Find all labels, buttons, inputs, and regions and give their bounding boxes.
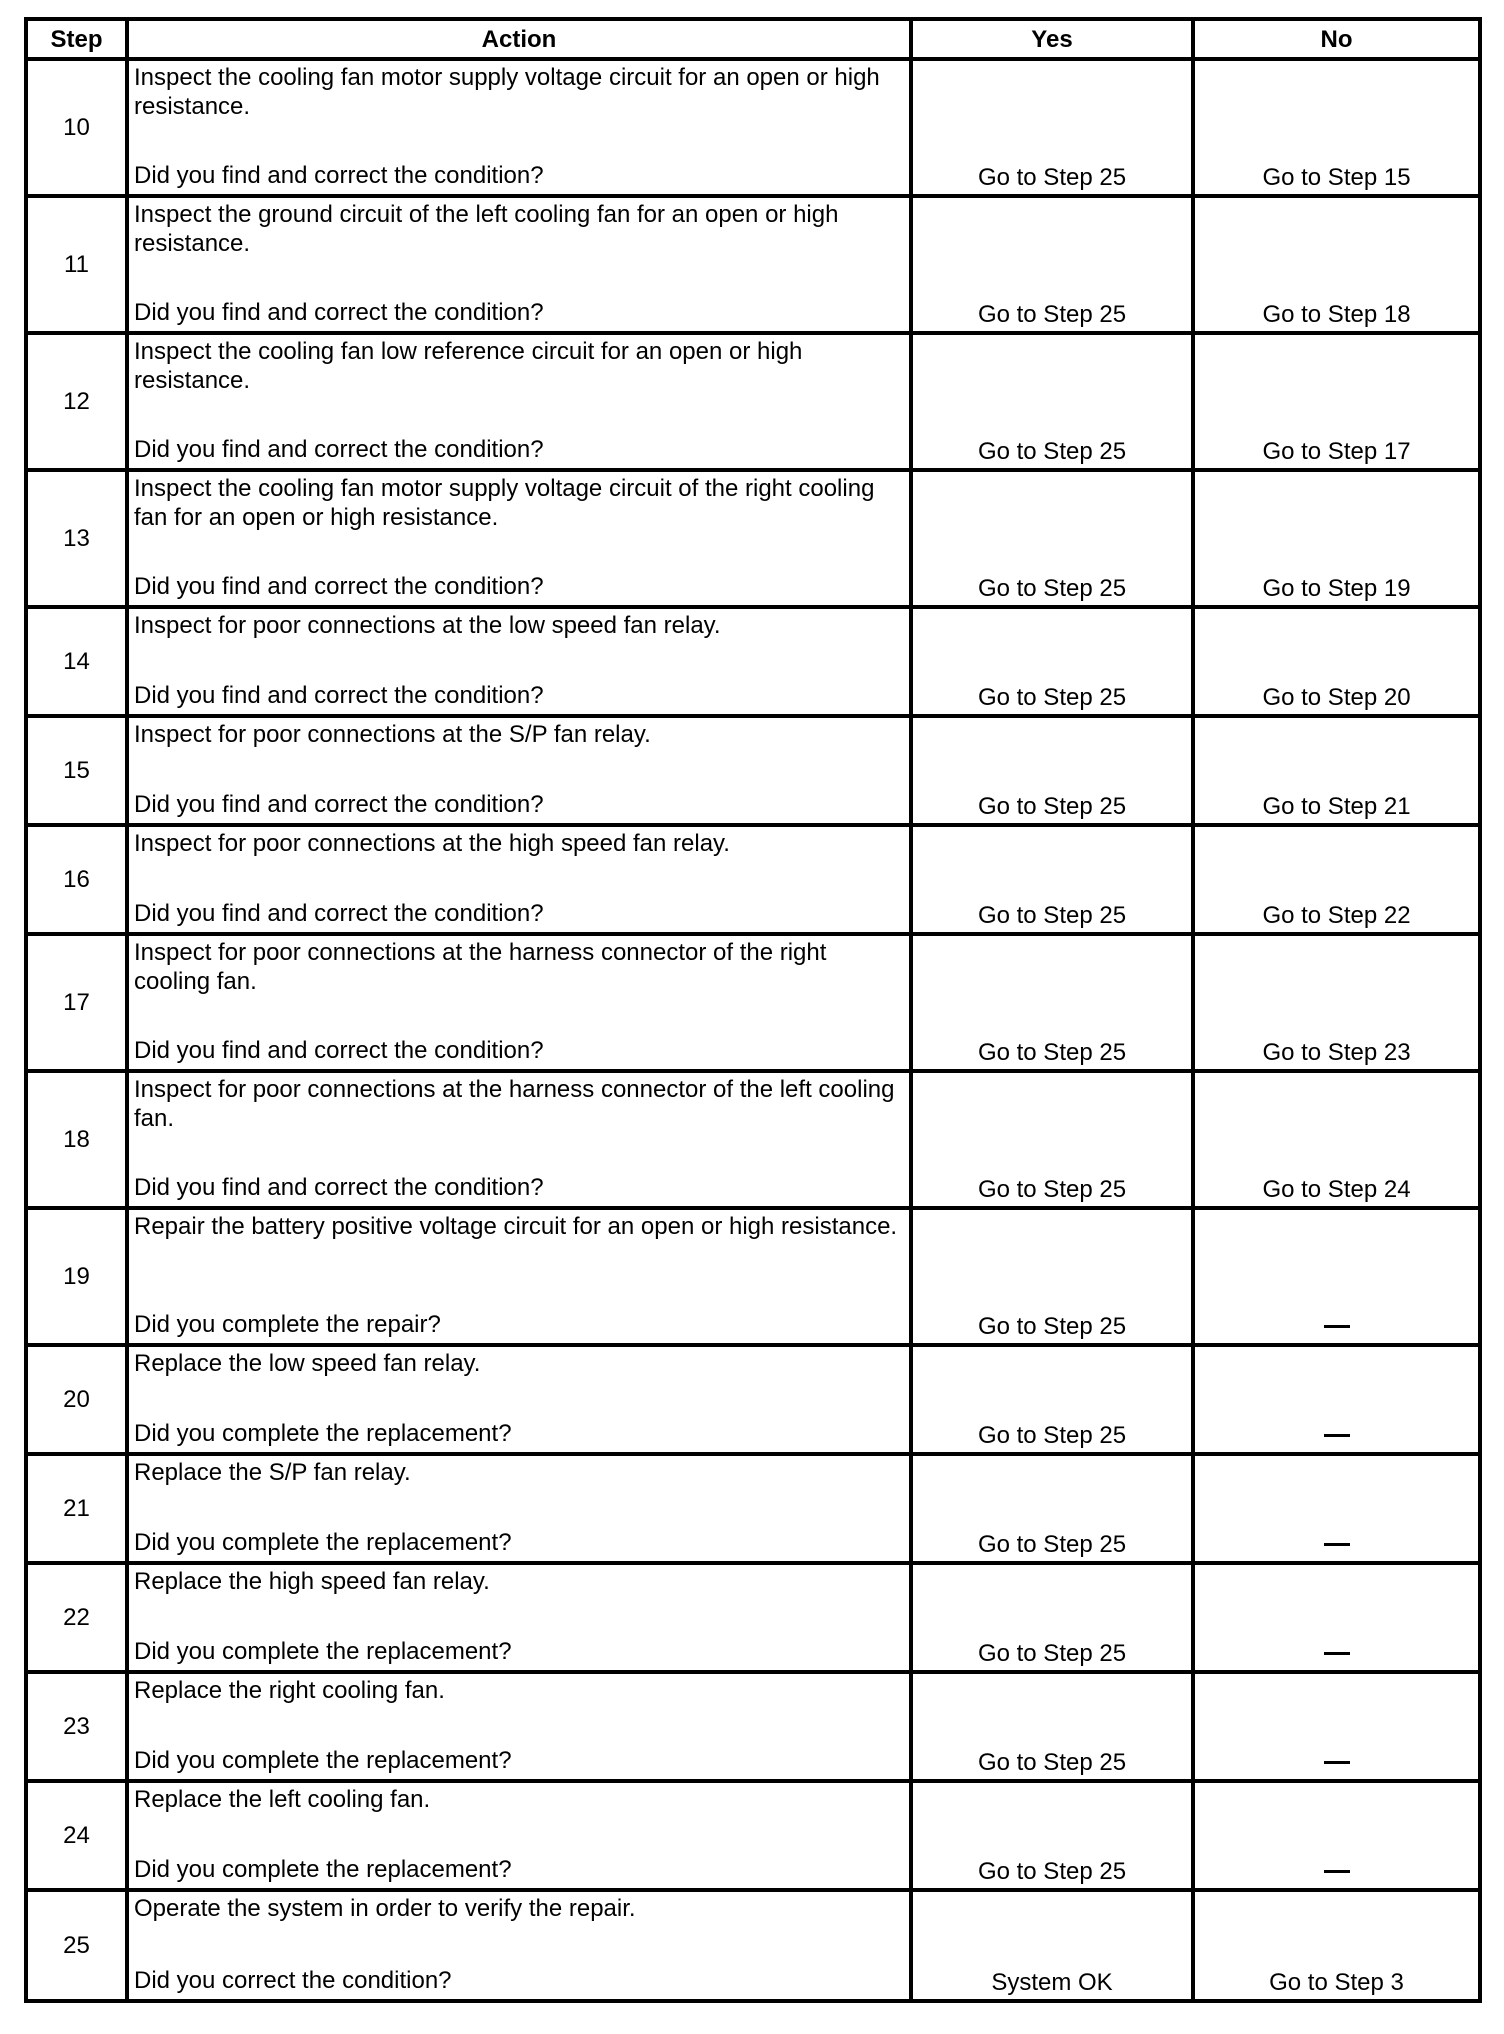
action-instruction: Inspect for poor connections at the harness connector of the right cooling fan.	[134, 939, 827, 995]
action-instruction: Replace the right cooling fan.	[134, 1677, 445, 1704]
action-question: Did you complete the replacement?	[134, 1420, 512, 1447]
no-result: Go to Step 20	[1193, 607, 1480, 716]
action-instruction: Replace the high speed fan relay.	[134, 1568, 490, 1595]
action-instruction: Inspect for poor connections at the high speed fan relay.	[134, 830, 730, 857]
header-no: No	[1193, 19, 1480, 59]
table-row	[26, 607, 1480, 716]
step-number: 21	[26, 1454, 127, 1563]
step-number: 14	[26, 607, 127, 716]
table-row	[26, 716, 1480, 825]
no-result	[1193, 1563, 1480, 1672]
action-instruction: Inspect for poor connections at the S/P fan relay.	[134, 721, 651, 748]
no-result: Go to Step 3	[1193, 1890, 1480, 2001]
action-instruction: Inspect the cooling fan motor supply voltage circuit for an open or high resistance.	[134, 64, 880, 120]
action-question: Did you find and correct the condition?	[134, 436, 544, 463]
diagnostic-table	[24, 17, 1482, 2003]
action-instruction: Inspect the cooling fan motor supply voltage circuit of the right cooling fan for an open or high resistance.	[134, 475, 875, 531]
table-row	[26, 825, 1480, 934]
yes-result: Go to Step 25	[911, 1208, 1193, 1345]
yes-result: Go to Step 25	[911, 1345, 1193, 1454]
no-result-dash	[1324, 1652, 1350, 1655]
action-question: Did you correct the condition?	[134, 1967, 452, 1994]
step-number: 15	[26, 716, 127, 825]
table-body	[26, 59, 1480, 2001]
table-row	[26, 470, 1480, 607]
step-number: 10	[26, 59, 127, 196]
header-step: Step	[26, 19, 127, 59]
action-instruction: Inspect for poor connections at the low speed fan relay.	[134, 612, 721, 639]
action-instruction: Repair the battery positive voltage circuit for an open or high resistance.	[134, 1213, 898, 1240]
action-cell	[127, 1672, 911, 1781]
action-question: Did you find and correct the condition?	[134, 1037, 544, 1064]
step-number: 13	[26, 470, 127, 607]
action-question: Did you find and correct the condition?	[134, 682, 544, 709]
step-number: 25	[26, 1890, 127, 2001]
table-row	[26, 1781, 1480, 1890]
yes-result: Go to Step 25	[911, 1563, 1193, 1672]
table-row	[26, 1071, 1480, 1208]
action-cell	[127, 1208, 911, 1345]
table-row	[26, 1672, 1480, 1781]
yes-result: Go to Step 25	[911, 1781, 1193, 1890]
action-question: Did you find and correct the condition?	[134, 299, 544, 326]
table-row	[26, 333, 1480, 470]
header-action: Action	[127, 19, 911, 59]
yes-result: Go to Step 25	[911, 1454, 1193, 1563]
no-result-dash	[1324, 1325, 1350, 1328]
yes-result: Go to Step 25	[911, 1071, 1193, 1208]
no-result	[1193, 1208, 1480, 1345]
action-cell	[127, 333, 911, 470]
no-result-dash	[1324, 1434, 1350, 1437]
action-cell	[127, 607, 911, 716]
yes-result: Go to Step 25	[911, 333, 1193, 470]
action-question: Did you complete the replacement?	[134, 1638, 512, 1665]
yes-result: Go to Step 25	[911, 59, 1193, 196]
step-number: 24	[26, 1781, 127, 1890]
no-result: Go to Step 19	[1193, 470, 1480, 607]
table-row	[26, 1563, 1480, 1672]
yes-result: Go to Step 25	[911, 1672, 1193, 1781]
action-instruction: Inspect the cooling fan low reference circuit for an open or high resistance.	[134, 338, 803, 394]
yes-result: Go to Step 25	[911, 607, 1193, 716]
yes-result: Go to Step 25	[911, 716, 1193, 825]
header-yes: Yes	[911, 19, 1193, 59]
no-result-dash	[1324, 1870, 1350, 1873]
action-question: Did you find and correct the condition?	[134, 791, 544, 818]
header-row	[26, 19, 1480, 59]
no-result: Go to Step 22	[1193, 825, 1480, 934]
action-instruction: Inspect the ground circuit of the left cooling fan for an open or high resistance.	[134, 201, 839, 257]
no-result: Go to Step 15	[1193, 59, 1480, 196]
no-result	[1193, 1454, 1480, 1563]
no-result	[1193, 1781, 1480, 1890]
step-number: 12	[26, 333, 127, 470]
no-result	[1193, 1672, 1480, 1781]
action-instruction: Replace the low speed fan relay.	[134, 1350, 481, 1377]
action-question: Did you find and correct the condition?	[134, 900, 544, 927]
action-question: Did you find and correct the condition?	[134, 162, 544, 189]
action-instruction: Operate the system in order to verify the repair.	[134, 1895, 636, 1922]
action-instruction: Replace the S/P fan relay.	[134, 1459, 411, 1486]
action-cell	[127, 1563, 911, 1672]
action-cell	[127, 1345, 911, 1454]
no-result-dash	[1324, 1761, 1350, 1764]
action-cell	[127, 1890, 911, 2001]
action-cell	[127, 59, 911, 196]
table-row	[26, 1454, 1480, 1563]
step-number: 16	[26, 825, 127, 934]
no-result	[1193, 1345, 1480, 1454]
action-instruction: Replace the left cooling fan.	[134, 1786, 431, 1813]
action-cell	[127, 934, 911, 1071]
yes-result: Go to Step 25	[911, 934, 1193, 1071]
action-question: Did you find and correct the condition?	[134, 1174, 544, 1201]
step-number: 19	[26, 1208, 127, 1345]
step-number: 23	[26, 1672, 127, 1781]
step-number: 22	[26, 1563, 127, 1672]
no-result: Go to Step 24	[1193, 1071, 1480, 1208]
table-row	[26, 59, 1480, 196]
no-result-dash	[1324, 1543, 1350, 1546]
table-row	[26, 196, 1480, 333]
no-result: Go to Step 21	[1193, 716, 1480, 825]
action-cell	[127, 825, 911, 934]
action-cell	[127, 1071, 911, 1208]
action-question: Did you complete the replacement?	[134, 1747, 512, 1774]
step-number: 17	[26, 934, 127, 1071]
no-result: Go to Step 23	[1193, 934, 1480, 1071]
action-question: Did you complete the replacement?	[134, 1856, 512, 1883]
action-cell	[127, 196, 911, 333]
action-question: Did you complete the replacement?	[134, 1529, 512, 1556]
action-question: Did you find and correct the condition?	[134, 573, 544, 600]
step-number: 18	[26, 1071, 127, 1208]
yes-result: Go to Step 25	[911, 825, 1193, 934]
step-number: 20	[26, 1345, 127, 1454]
action-cell	[127, 1781, 911, 1890]
action-cell	[127, 716, 911, 825]
action-instruction: Inspect for poor connections at the harness connector of the left cooling fan.	[134, 1076, 895, 1132]
table-row	[26, 934, 1480, 1071]
table-row	[26, 1345, 1480, 1454]
step-number: 11	[26, 196, 127, 333]
action-cell	[127, 470, 911, 607]
yes-result: Go to Step 25	[911, 196, 1193, 333]
table-row	[26, 1208, 1480, 1345]
no-result: Go to Step 18	[1193, 196, 1480, 333]
no-result: Go to Step 17	[1193, 333, 1480, 470]
action-cell	[127, 1454, 911, 1563]
yes-result: System OK	[911, 1890, 1193, 2001]
action-question: Did you complete the repair?	[134, 1311, 441, 1338]
table-row	[26, 1890, 1480, 2001]
yes-result: Go to Step 25	[911, 470, 1193, 607]
